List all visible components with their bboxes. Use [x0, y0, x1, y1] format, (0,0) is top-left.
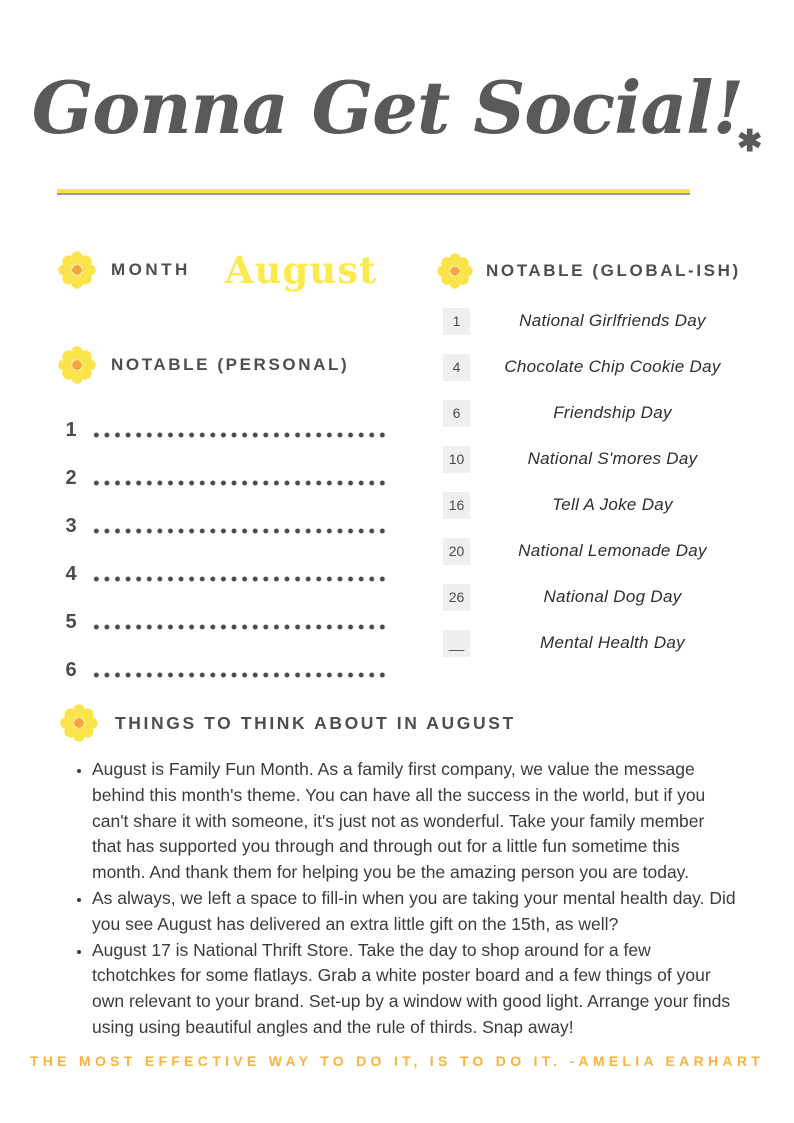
global-events-list	[437, 298, 755, 666]
month-label: MONTH	[111, 260, 191, 279]
global-section-heading	[437, 253, 741, 289]
dotted-fill-line	[91, 576, 387, 582]
event-name: National Dog Day	[543, 587, 682, 606]
event-row	[437, 344, 755, 390]
footer-quote: THE MOST EFFECTIVE WAY TO DO IT, IS TO DO IT. -AMELIA EARHART	[29, 1053, 765, 1069]
personal-line	[60, 598, 392, 646]
flower-icon	[58, 346, 96, 384]
line-number: 6	[65, 658, 77, 681]
line-number: 5	[65, 610, 77, 633]
event-name: Tell A Joke Day	[552, 495, 673, 514]
personal-line	[60, 550, 392, 598]
event-row	[437, 574, 755, 620]
personal-line	[60, 502, 392, 550]
flower-icon	[58, 251, 96, 289]
event-date: 10	[443, 446, 470, 473]
notes-list	[74, 757, 736, 1041]
line-number: 1	[65, 418, 77, 441]
things-notes	[74, 757, 736, 1041]
title-underline	[57, 189, 690, 195]
dotted-fill-line	[91, 480, 387, 486]
dotted-fill-line	[91, 672, 387, 678]
personal-lines-list	[60, 406, 392, 694]
note-item: • As always, we left a space to fill-in when you are taking your mental health day. Did you see August has delivered an extra little gift on the 15th, as well?	[92, 886, 736, 938]
flower-icon	[437, 253, 473, 289]
flower-icon	[60, 704, 98, 742]
event-name: Mental Health Day	[540, 633, 685, 652]
event-name: Chocolate Chip Cookie Day	[504, 357, 721, 376]
event-name: National S'mores Day	[527, 449, 698, 468]
dotted-fill-line	[91, 624, 387, 630]
dotted-fill-line	[91, 432, 387, 438]
event-name: National Girlfriends Day	[519, 311, 706, 330]
event-row	[437, 298, 755, 344]
event-date: 4	[443, 354, 470, 381]
event-row	[437, 528, 755, 574]
event-row	[437, 620, 755, 666]
global-heading-label: NOTABLE (GLOBAL-ISH)	[486, 261, 741, 280]
personal-line	[60, 406, 392, 454]
personal-section-heading	[58, 346, 349, 384]
event-date: 20	[443, 538, 470, 565]
event-date: 1	[443, 308, 470, 335]
page-title-text: Gonna Get Social!	[31, 65, 744, 150]
month-section	[58, 247, 378, 292]
note-item: • August is Family Fun Month. As a family first company, we value the message behind this month's theme. You can have all the success in the world, but if you can't share it with someone, it's just not as wonderful. Take your family member that has supported you through and through out for a little fun sometime this month. And thank them for helping you be the amazing person you are today.	[92, 757, 736, 886]
event-date: 16	[443, 492, 470, 519]
event-date: __	[443, 630, 470, 657]
personal-line	[60, 454, 392, 502]
event-date: 6	[443, 400, 470, 427]
dotted-fill-line	[91, 528, 387, 534]
event-row	[437, 436, 755, 482]
month-value: August	[224, 247, 378, 292]
event-row	[437, 390, 755, 436]
personal-line	[60, 646, 392, 694]
personal-heading-label: NOTABLE (PERSONAL)	[111, 355, 350, 374]
page-title	[0, 48, 794, 202]
event-name: National Lemonade Day	[518, 541, 707, 560]
note-item: • August 17 is National Thrift Store. Take the day to shop around for a few tchotchkes for some flatlays. Grab a white poster board and a few things of your own relevant to your brand. Set-up by a window with good light. Arrange your finds using using beautiful angles and the rule of thirds. Snap away!	[92, 938, 736, 1041]
line-number: 2	[65, 466, 77, 489]
asterisk-icon: ✱	[737, 124, 763, 159]
line-number: 3	[65, 514, 77, 537]
event-name: Friendship Day	[553, 403, 672, 422]
things-heading-label: THINGS TO THINK ABOUT IN AUGUST	[115, 712, 516, 733]
things-section-heading	[60, 704, 516, 742]
line-number: 4	[65, 562, 77, 585]
event-row	[437, 482, 755, 528]
event-date: 26	[443, 584, 470, 611]
